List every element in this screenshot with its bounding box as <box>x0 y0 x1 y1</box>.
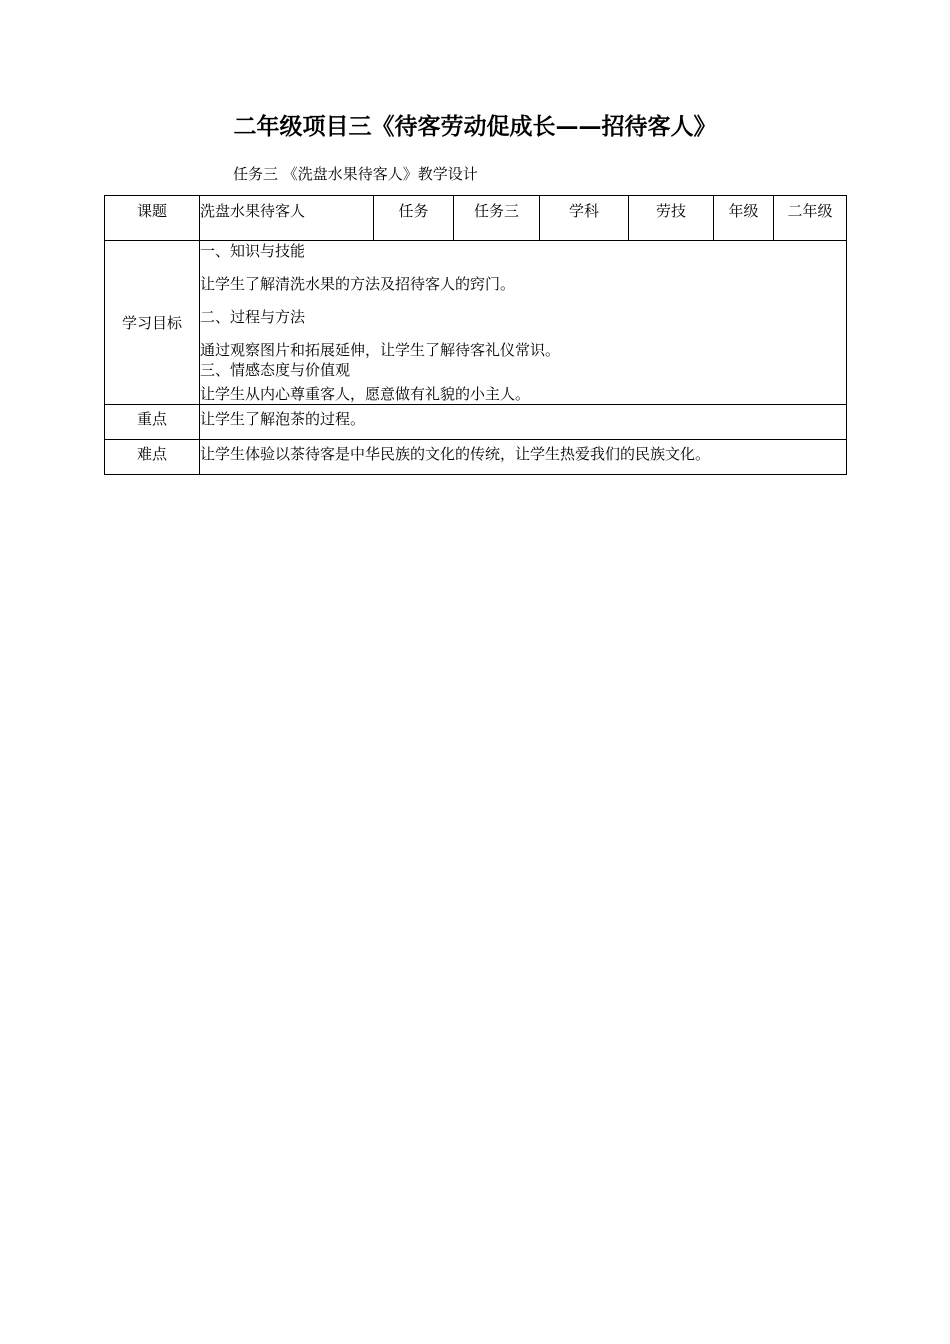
difficulty-row <box>105 440 847 475</box>
subject-value-cell <box>629 196 714 241</box>
document-title: 二年级项目三《待客劳动促成长——招待客人》 <box>233 113 717 140</box>
grade-label: 年级 <box>728 202 759 220</box>
key-point-text: 让学生了解泡茶的过程。 <box>200 410 366 428</box>
goals-text-knowledge: 让学生了解清洗水果的方法及招待客人的窍门。 <box>200 275 516 293</box>
grade-value: 二年级 <box>787 202 833 220</box>
task-value: 任务三 <box>473 202 519 220</box>
difficulty-label: 难点 <box>136 445 167 463</box>
grade-label-cell <box>714 196 774 241</box>
goals-heading-process: 二、过程与方法 <box>200 308 306 326</box>
learning-goals-row <box>105 241 847 405</box>
difficulty-text: 让学生体验以茶待客是中华民族的文化的传统，让学生热爱我们的民族文化。 <box>200 445 711 463</box>
goals-content-cell <box>200 241 847 405</box>
grade-value-cell <box>774 196 847 241</box>
lesson-plan-table <box>104 195 847 475</box>
key-point-text-cell <box>200 405 847 440</box>
difficulty-label-cell <box>105 440 200 475</box>
subject-value: 劳技 <box>655 202 686 220</box>
goals-text-process: 通过观察图片和拓展延伸，让学生了解待客礼仪常识。 <box>200 341 561 359</box>
task-label-cell <box>374 196 454 241</box>
subject-label: 学科 <box>568 202 599 220</box>
task-label: 任务 <box>398 202 429 220</box>
topic-label-cell <box>105 196 200 241</box>
document-subtitle: 任务三 《洗盘水果待客人》教学设计 <box>233 165 478 183</box>
topic-value-cell <box>200 196 374 241</box>
table-header-row <box>105 196 847 241</box>
key-point-label-cell <box>105 405 200 440</box>
goals-heading-attitude: 三、情感态度与价值观 <box>200 361 351 379</box>
goals-text-attitude: 让学生从内心尊重客人，愿意做有礼貌的小主人。 <box>200 385 531 403</box>
topic-label: 课题 <box>136 202 167 220</box>
subject-label-cell <box>540 196 629 241</box>
goals-label: 学习目标 <box>121 314 182 332</box>
difficulty-text-cell <box>200 440 847 475</box>
key-point-label: 重点 <box>136 410 167 428</box>
key-point-row <box>105 405 847 440</box>
goals-label-cell <box>105 241 200 405</box>
goals-heading-knowledge: 一、知识与技能 <box>200 242 306 260</box>
task-value-cell <box>454 196 540 241</box>
topic-value: 洗盘水果待客人 <box>200 202 306 220</box>
